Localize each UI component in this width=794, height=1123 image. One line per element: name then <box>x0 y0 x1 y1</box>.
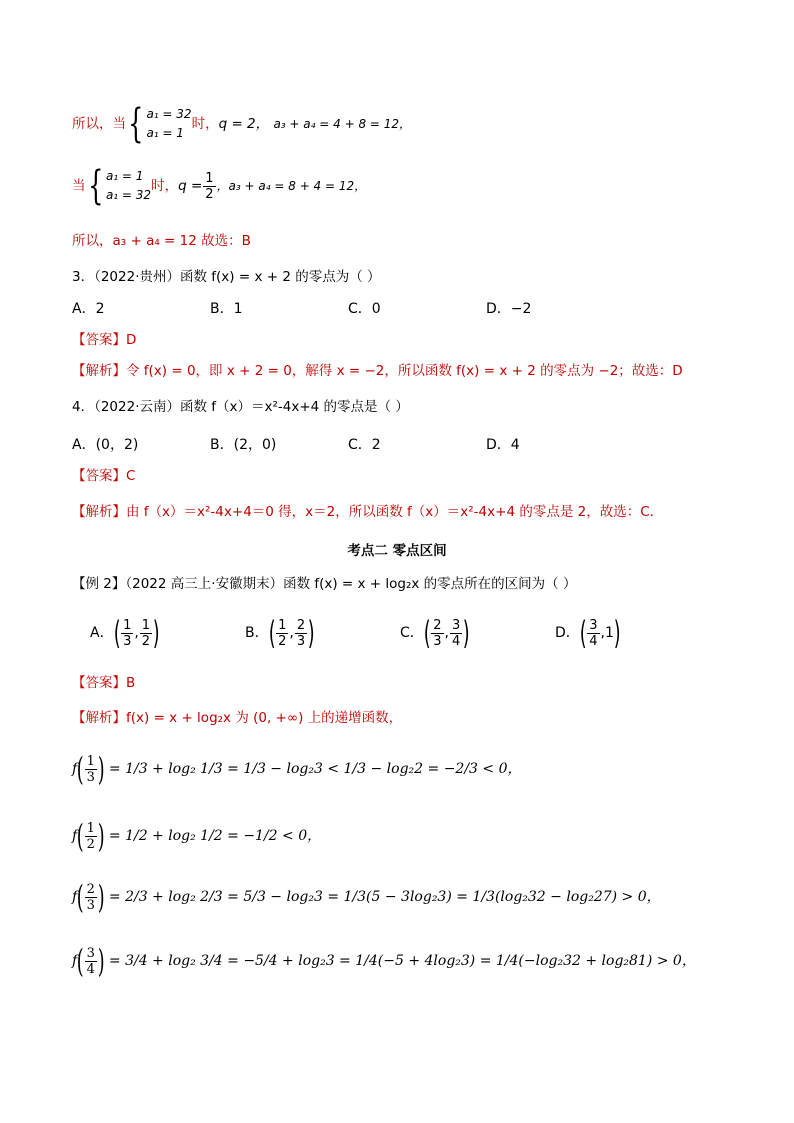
case1-system: a₁ = 32 a₁ = 1 <box>146 107 192 140</box>
q4-answer: 【答案】C <box>72 468 136 484</box>
q3-option-a: A．2 <box>72 301 105 317</box>
q3-option-b: B．1 <box>210 301 243 317</box>
ex2-option-a: A．( $\frac{1}{3}$ , $\frac{1}{2}$ ) <box>90 614 160 652</box>
q4-analysis: 【解析】由 f（x）＝x²-4x+4＝0 得，x＝2，所以函数 f（x）＝x²-4x+4 的零点是 2，故选：C． <box>72 504 664 520</box>
case1-line: 所以，当{ a₁ = 32 a₁ = 1时，q = 2， a₃ + a₄ = 4 + 8 = 12， <box>72 101 412 147</box>
q3-option-c: C．0 <box>348 301 381 317</box>
ex2-option-c: C．( $\frac{2}{3}$ , $\frac{3}{4}$ ) <box>400 614 470 652</box>
q4-stem: 4．（2022·云南）函数 f（x）＝x²-4x+4 的零点是（ ） <box>72 399 409 415</box>
q4-option-d: D．4 <box>486 437 520 453</box>
equation-3: f( $\frac{2}{3}$ ) = 2/3 + log₂ 2/3 = 5/3 − log₂3 = 1/3(5 − 3log₂3) = 1/3(log₂32 − log₂27) > 0， <box>72 878 661 916</box>
equation-1: f( $\frac{1}{3}$ ) = 1/3 + log₂ 1/3 = 1/3 − log₂3 < 1/3 − log₂2 = −2/3 < 0， <box>72 750 522 788</box>
ex2-analysis: 【解析】f(x) = x + log₂x 为 (0, +∞) 上的递增函数， <box>72 710 403 726</box>
case2-line: 当{ a₁ = 1 a₁ = 32时，q = $\frac{1}{2}$ ，a₃ + a₄ = 8 + 4 = 12， <box>72 163 367 209</box>
q3-analysis: 【解析】令 f(x) = 0，即 x + 2 = 0，解得 x = −2，所以函数 f(x) = x + 2 的零点为 −2；故选：D <box>72 363 683 379</box>
q3-stem: 3．（2022·贵州）函数 f(x) = x + 2 的零点为（ ） <box>72 269 381 285</box>
ex2-answer: 【答案】B <box>72 675 136 691</box>
equation-2: f( $\frac{1}{2}$ ) = 1/2 + log₂ 1/2 = −1/2 < 0， <box>72 817 322 855</box>
equation-4: f( $\frac{3}{4}$ ) = 3/4 + log₂ 3/4 = −5/4 + log₂3 = 1/4(−5 + 4log₂3) = 1/4(−log₂32 + log₂81) > 0， <box>72 942 696 980</box>
q3-answer: 【答案】D <box>72 332 137 348</box>
q4-option-a: A．(0，2) <box>72 437 139 453</box>
ex2-option-b: B．( $\frac{1}{2}$ , $\frac{2}{3}$ ) <box>245 614 315 652</box>
q4-option-b: B．(2，0) <box>210 437 277 453</box>
section-heading: 考点二 零点区间 <box>347 543 447 559</box>
q3-option-d: D．−2 <box>486 301 532 317</box>
example2-stem: 【例 2】（2022 高三上·安徽期末）函数 f(x) = x + log₂x 的零点所在的区间为（ ） <box>72 576 577 592</box>
conclusion-line: 所以，a₃ + a₄ = 12 故选：B <box>72 233 251 249</box>
q4-option-c: C．2 <box>348 437 381 453</box>
ex2-option-d: D．( $\frac{3}{4}$ ,1) <box>555 614 621 652</box>
case1-prefix: 所以，当 <box>72 116 126 132</box>
